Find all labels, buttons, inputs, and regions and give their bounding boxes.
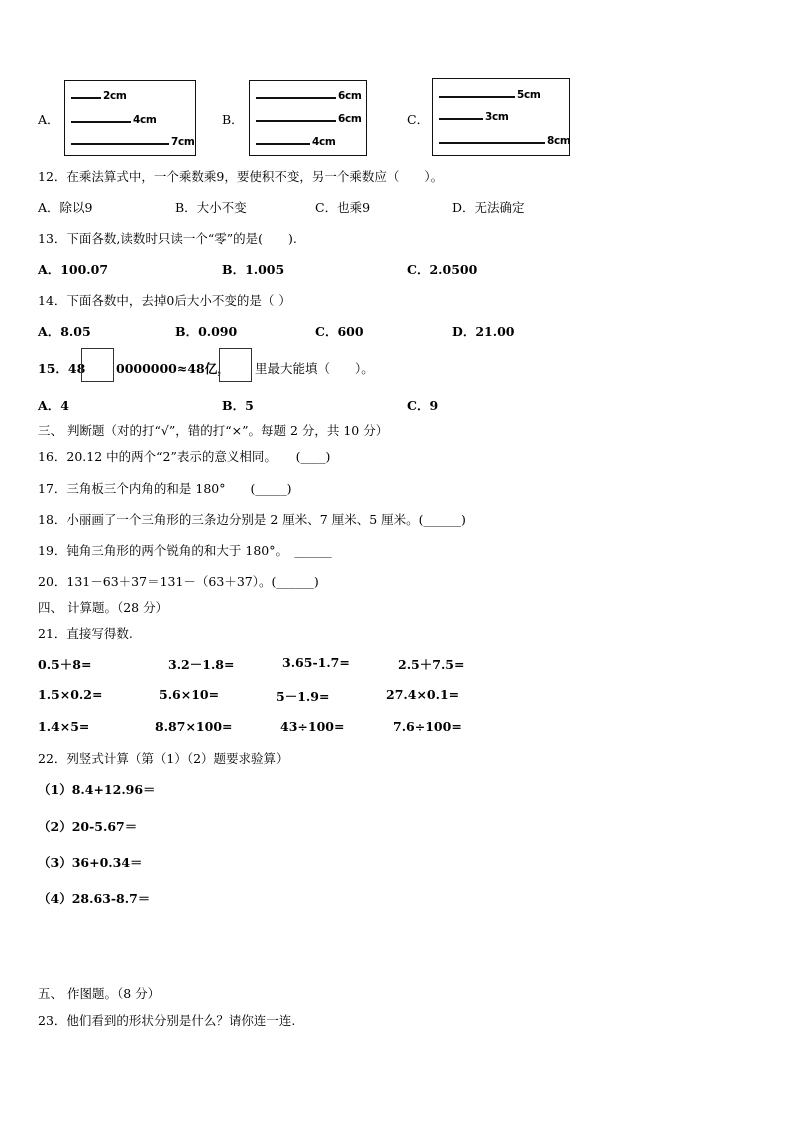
answer-box xyxy=(81,348,114,382)
question-23-stem: 23．他们看到的形状分别是什么？请你连一连. xyxy=(38,1013,296,1028)
question-14-option: B．0.090 xyxy=(175,324,238,339)
segment-label: 8cm xyxy=(547,135,571,147)
calc-item: 43÷100= xyxy=(280,719,345,734)
question-13-stem: 13．下面各数,读数时只读一个“零”的是( ). xyxy=(38,231,297,246)
calc-item: 1.5×0.2= xyxy=(38,687,103,702)
segment-line xyxy=(256,143,310,145)
question-14-option: D．21.00 xyxy=(452,324,515,339)
question-21-stem: 21．直接写得数. xyxy=(38,626,133,641)
calc-item: 3.2－1.8= xyxy=(168,657,235,672)
option-b-letter: B． xyxy=(222,112,244,127)
judgment-20: 20．131－63＋37＝131－（63＋37）。(______) xyxy=(38,574,319,589)
calc-item: 5－1.9= xyxy=(276,689,330,704)
question-15-part3: 里最大能填（ ）。 xyxy=(255,361,374,376)
segment-label: 4cm xyxy=(133,114,157,126)
option-a-figure xyxy=(64,80,196,156)
answer-box xyxy=(219,348,252,382)
question-12-option: D．无法确定 xyxy=(452,200,525,215)
question-13-option: C．2.0500 xyxy=(407,262,478,277)
calc-item: 2.5＋7.5= xyxy=(398,657,465,672)
segment-label: 2cm xyxy=(103,90,127,102)
question-22-stem: 22．列竖式计算（第（1）（2）题要求验算） xyxy=(38,751,289,766)
question-15-option: B．5 xyxy=(222,398,254,413)
option-c-letter: C． xyxy=(407,112,430,127)
vertical-calc-item: （1）8.4+12.96＝ xyxy=(38,782,156,797)
question-15-part1: 15．48 xyxy=(38,361,86,376)
judgment-19: 19．钝角三角形的两个锐角的和大于 180°。 ______ xyxy=(38,543,332,558)
judgment-17: 17．三角板三个内角的和是 180° (_____) xyxy=(38,481,292,496)
segment-label: 6cm xyxy=(338,90,362,102)
section-5-heading: 五、 作图题。（8 分） xyxy=(38,986,161,1001)
question-13-option: A．100.07 xyxy=(38,262,109,277)
option-c-figure xyxy=(432,78,570,156)
question-12-stem: 12．在乘法算式中，一个乘数乘9，要使积不变，另一个乘数应（ ）。 xyxy=(38,169,444,184)
question-14-option: A．8.05 xyxy=(38,324,91,339)
calc-item: 7.6÷100= xyxy=(393,719,462,734)
segment-label: 6cm xyxy=(338,113,362,125)
segment-line xyxy=(71,97,101,99)
question-12-option: B．大小不变 xyxy=(175,200,247,215)
question-14-stem: 14．下面各数中，去掉0后大小不变的是（ ） xyxy=(38,293,291,308)
calc-item: 1.4×5= xyxy=(38,719,90,734)
calc-item: 3.65-1.7= xyxy=(282,655,350,670)
segment-label: 4cm xyxy=(312,136,336,148)
calc-item: 27.4×0.1= xyxy=(386,687,460,702)
segment-line xyxy=(71,121,131,123)
segment-label: 5cm xyxy=(517,89,541,101)
question-13-option: B．1.005 xyxy=(222,262,285,277)
question-12-option: A．除以9 xyxy=(38,200,93,215)
vertical-calc-item: （4）28.63-8.7＝ xyxy=(38,891,151,906)
vertical-calc-item: （2）20-5.67＝ xyxy=(38,819,138,834)
question-15-option: C．9 xyxy=(407,398,439,413)
judgment-18: 18．小丽画了一个三角形的三条边分别是 2 厘米、7 厘米、5 厘米。(______) xyxy=(38,512,466,527)
question-15-part2: 0000000≈48亿， xyxy=(116,361,230,376)
calc-item: 0.5＋8= xyxy=(38,657,92,672)
calc-item: 8.87×100= xyxy=(155,719,233,734)
section-4-heading: 四、 计算题。（28 分） xyxy=(38,600,169,615)
segment-line xyxy=(71,143,169,145)
segment-line xyxy=(439,118,483,120)
question-12-option: C．也乘9 xyxy=(315,200,371,215)
option-b-figure xyxy=(249,80,367,156)
segment-label: 7cm xyxy=(171,136,195,148)
option-a-letter: A． xyxy=(38,112,60,127)
segment-label: 3cm xyxy=(485,111,509,123)
segment-line xyxy=(256,120,336,122)
vertical-calc-item: （3）36+0.34＝ xyxy=(38,855,143,870)
segment-line xyxy=(439,96,515,98)
segment-line xyxy=(439,142,545,144)
section-3-heading: 三、 判断题（对的打“√”，错的打“×”。每题 2 分，共 10 分） xyxy=(38,423,389,438)
question-15-option: A．4 xyxy=(38,398,69,413)
segment-line xyxy=(256,97,336,99)
question-14-option: C．600 xyxy=(315,324,364,339)
judgment-16: 16．20.12 中的两个“2”表示的意义相同。 (____) xyxy=(38,449,331,464)
calc-item: 5.6×10= xyxy=(159,687,220,702)
